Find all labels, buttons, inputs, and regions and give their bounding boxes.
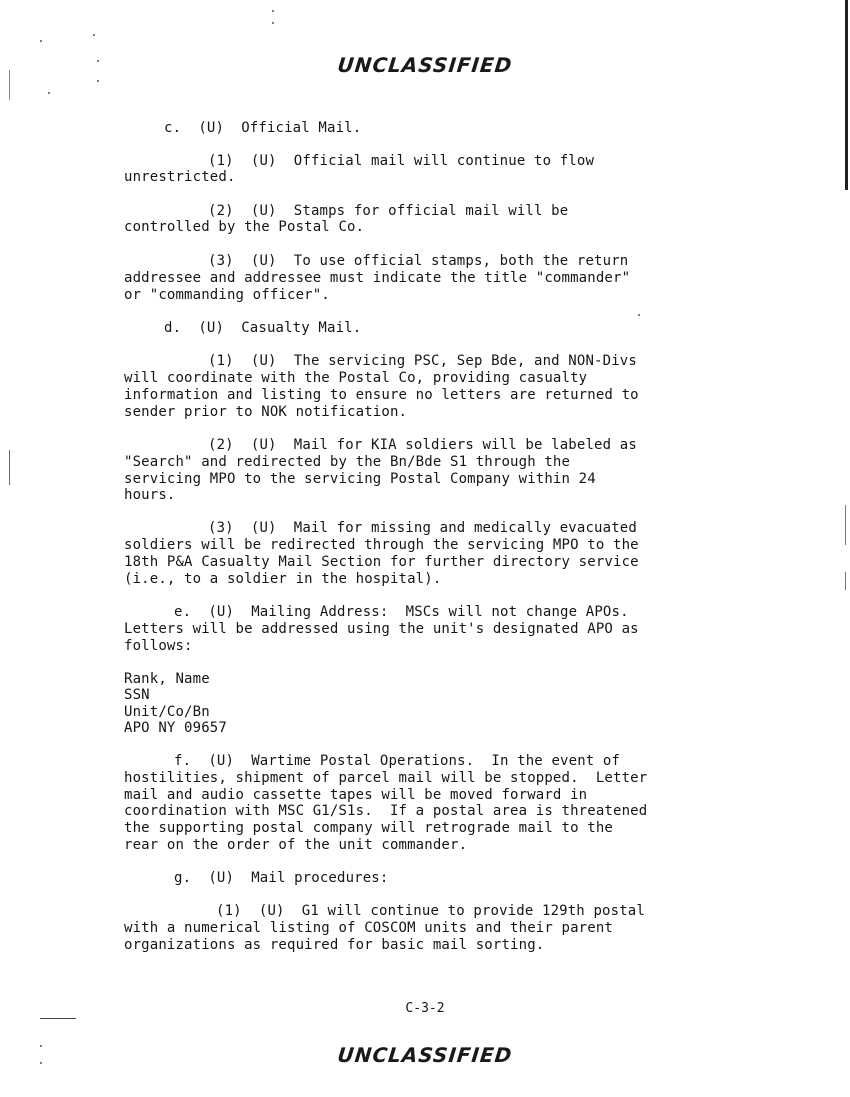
paragraph-line: "Search" and redirected by the Bn/Bde S1 through the (124, 454, 571, 470)
address-line: Unit/Co/Bn (124, 704, 210, 720)
paragraph-line: hours. (124, 487, 176, 503)
paragraph-line: information and listing to ensure no letters are returned to (124, 387, 639, 403)
paragraph-line: controlled by the Postal Co. (124, 219, 365, 235)
section-f-heading: f. (U) Wartime Postal Operations. In the event of (174, 753, 621, 769)
scan-speck (48, 92, 50, 94)
paragraph-line: (i.e., to a soldier in the hospital). (124, 571, 442, 587)
scan-edge-line (845, 0, 848, 190)
paragraph-line: soldiers will be redirected through the servicing MPO to the (124, 537, 639, 553)
scan-speck (272, 10, 274, 12)
address-line: SSN (124, 687, 150, 703)
paragraph-line: servicing MPO to the servicing Postal Company within 24 (124, 471, 596, 487)
paragraph-line: will coordinate with the Postal Co, providing casualty (124, 370, 588, 386)
section-e-heading: e. (U) Mailing Address: MSCs will not change APOs. (174, 604, 629, 620)
scan-speck (97, 80, 99, 82)
scan-edge-line (845, 572, 846, 590)
paragraph-line: organizations as required for basic mail sorting. (124, 937, 545, 953)
scan-speck (40, 1045, 42, 1047)
scan-edge-line (9, 70, 10, 100)
paragraph-line: or "commanding officer". (124, 287, 330, 303)
paragraph-line: 18th P&A Casualty Mail Section for further directory service (124, 554, 639, 570)
scan-speck (93, 34, 95, 36)
paragraph-line: sender prior to NOK notification. (124, 404, 408, 420)
classification-marking-header: UNCLASSIFIED (336, 53, 514, 77)
page-number: C-3-2 (405, 1001, 445, 1016)
address-line: APO NY 09657 (124, 720, 227, 736)
paragraph-line: Letters will be addressed using the unit's designated APO as (124, 621, 639, 637)
scan-edge-line (845, 505, 846, 545)
scan-speck (97, 60, 99, 62)
section-d-heading: d. (U) Casualty Mail. (164, 320, 362, 336)
paragraph-line: (1) (U) G1 will continue to provide 129th postal (216, 903, 645, 919)
address-line: Rank, Name (124, 671, 210, 687)
paragraph-line: the supporting postal company will retrograde mail to the (124, 820, 613, 836)
paragraph-line: with a numerical listing of COSCOM units and their parent (124, 920, 613, 936)
paragraph-line: (3) (U) To use official stamps, both the return (208, 253, 629, 269)
scan-edge-line (9, 450, 10, 485)
paragraph-line: (3) (U) Mail for missing and medically evacuated (208, 520, 637, 536)
scan-speck (272, 22, 274, 24)
paragraph-line: hostilities, shipment of parcel mail will be stopped. Letter (124, 770, 648, 786)
paragraph-line: rear on the order of the unit commander. (124, 837, 468, 853)
section-g-heading: g. (U) Mail procedures: (174, 870, 389, 886)
scan-speck (40, 40, 42, 42)
paragraph-line: follows: (124, 638, 193, 654)
paragraph-line: (2) (U) Stamps for official mail will be (208, 203, 569, 219)
paragraph-line: (1) (U) Official mail will continue to flow (208, 153, 595, 169)
paragraph-line: mail and audio cassette tapes will be moved forward in (124, 787, 588, 803)
classification-marking-footer: UNCLASSIFIED (336, 1043, 514, 1067)
paragraph-line: coordination with MSC G1/S1s. If a postal area is threatened (124, 803, 648, 819)
scan-speck (638, 314, 640, 316)
paragraph-line: unrestricted. (124, 169, 236, 185)
paragraph-line: addressee and addressee must indicate the title "commander" (124, 270, 631, 286)
scan-mark (40, 1018, 76, 1019)
paragraph-line: (2) (U) Mail for KIA soldiers will be labeled as (208, 437, 637, 453)
scan-speck (40, 1062, 42, 1064)
paragraph-line: (1) (U) The servicing PSC, Sep Bde, and NON-Divs (208, 353, 637, 369)
section-c-heading: c. (U) Official Mail. (164, 120, 362, 136)
